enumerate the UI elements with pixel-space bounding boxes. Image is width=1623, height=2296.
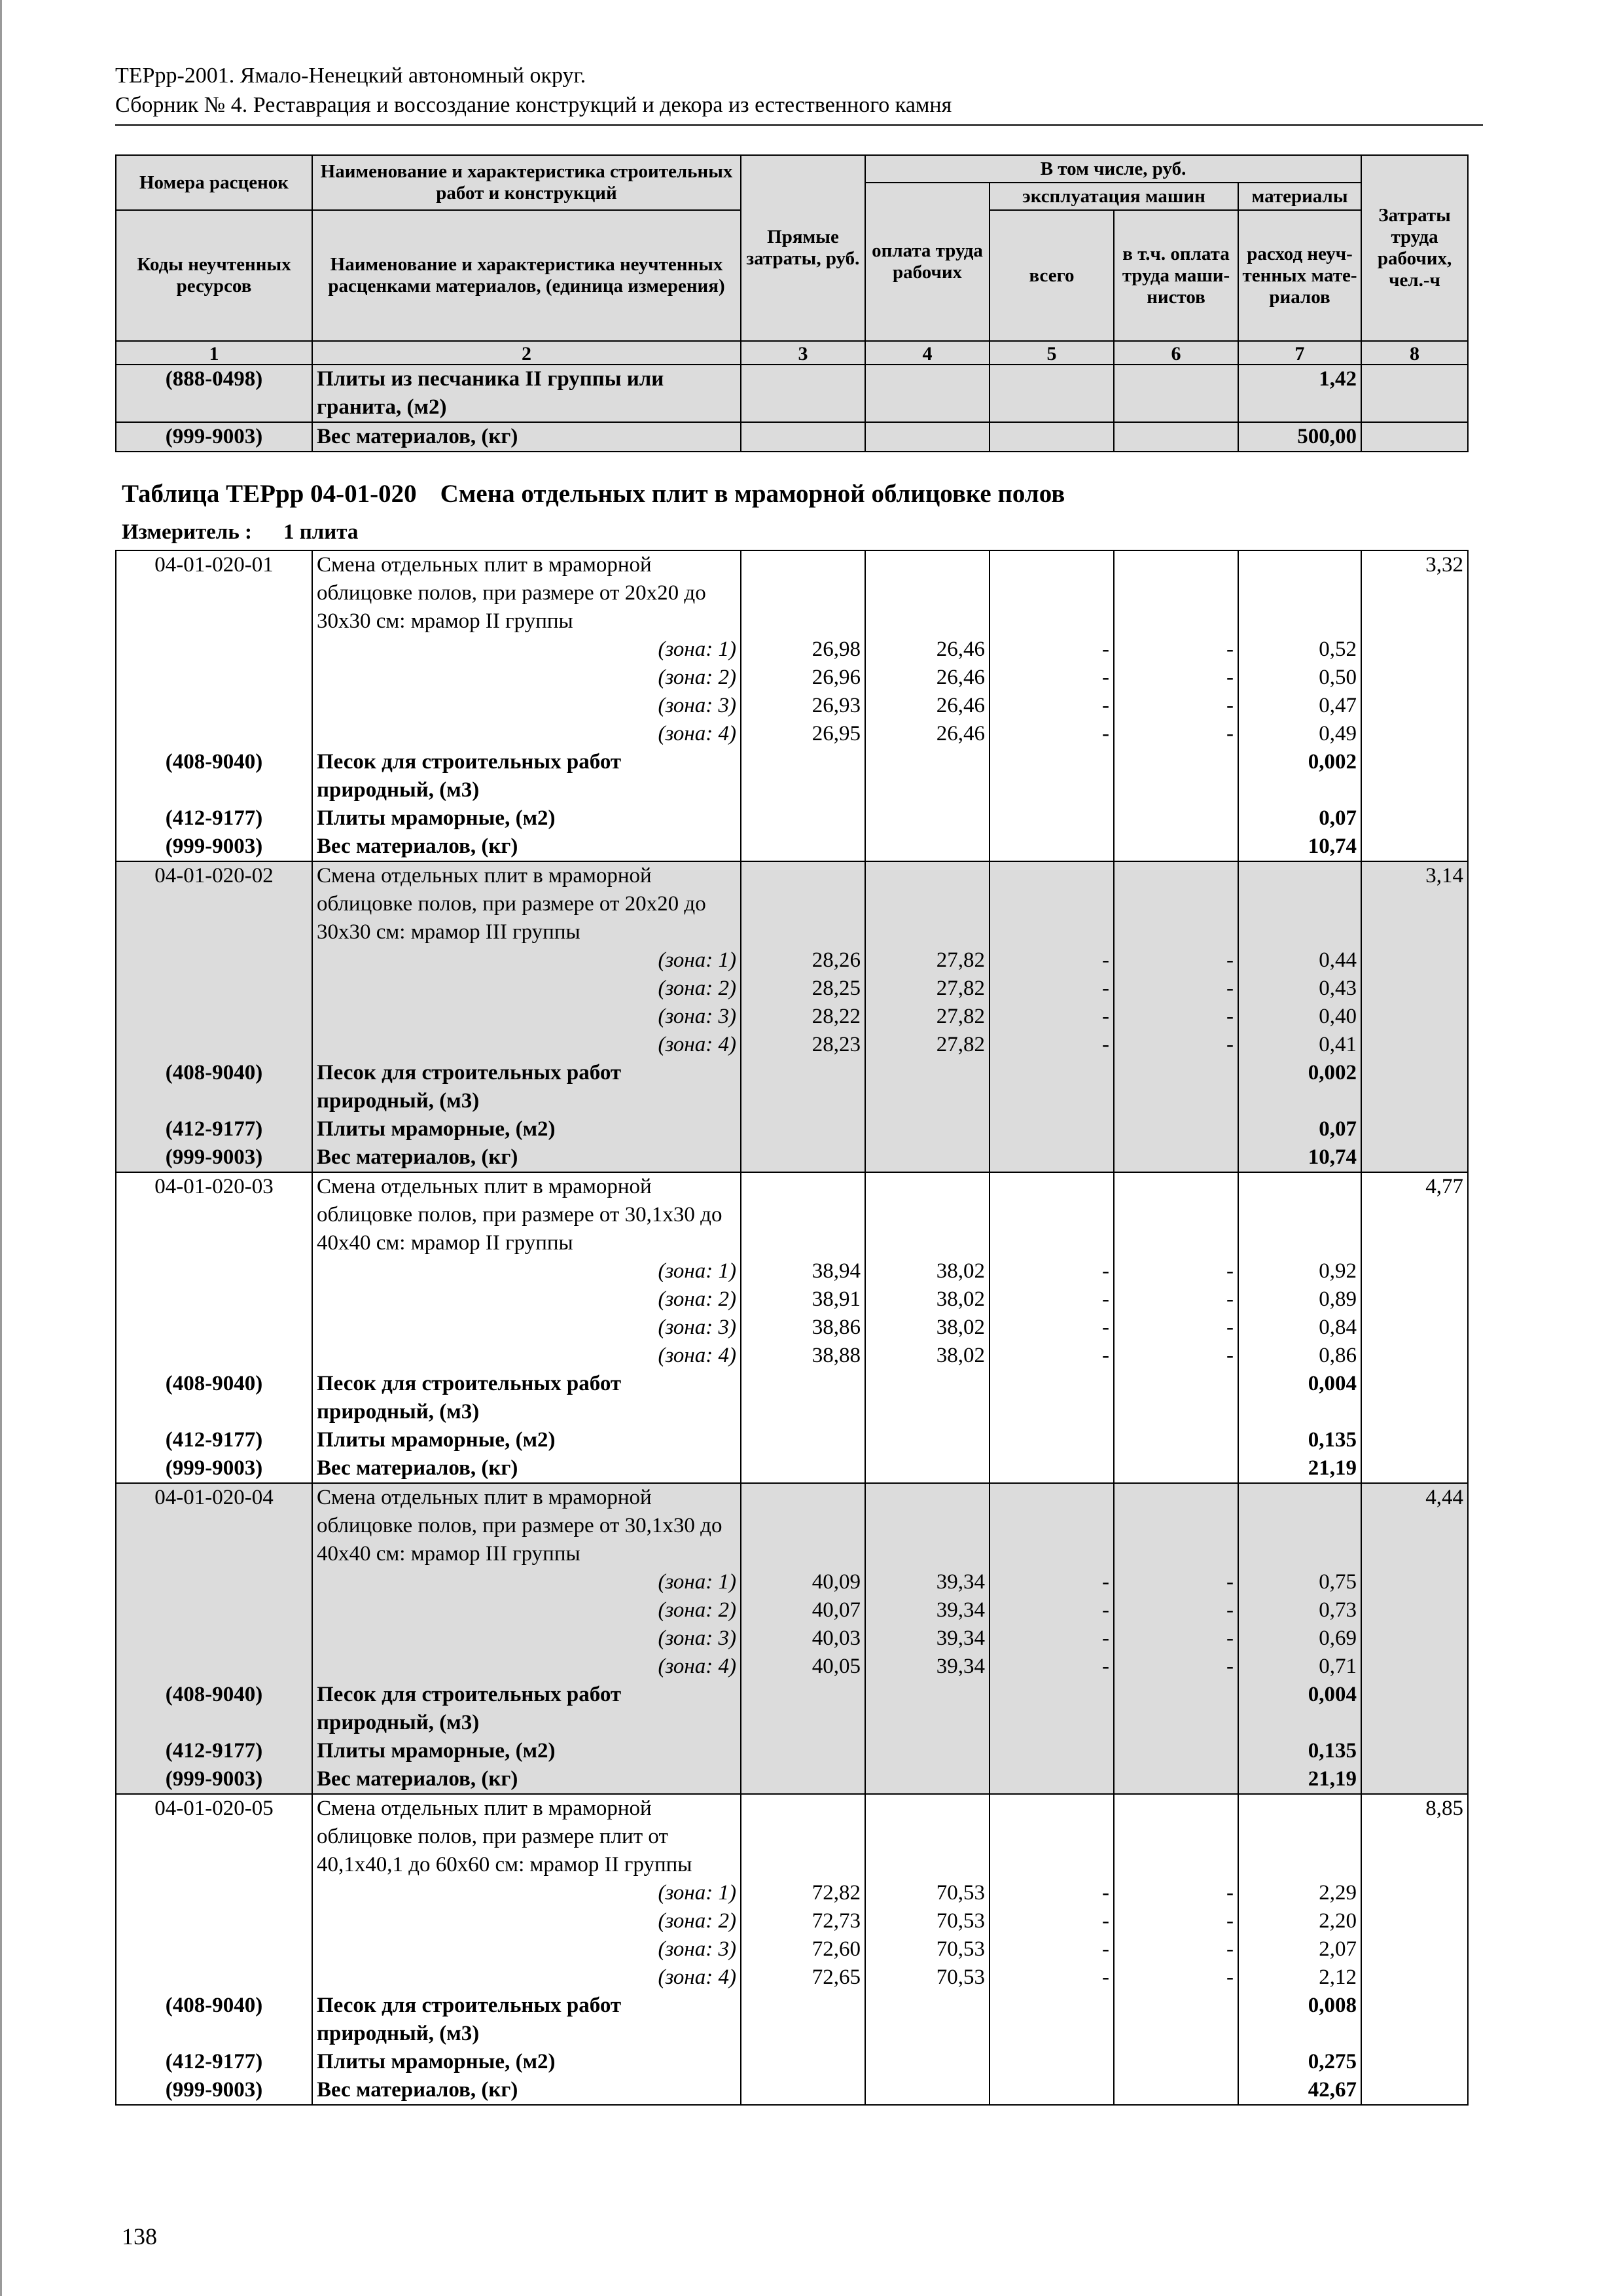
resource-name: Плиты из песчаника II группы или гранита, (м2) xyxy=(312,365,741,422)
zone-row xyxy=(116,1568,1468,1596)
worker-pay: 38,02 xyxy=(865,1314,990,1342)
worker-pay: 26,46 xyxy=(865,692,990,720)
zone-label: (зона: 4) xyxy=(312,1964,741,1992)
header-collection-title: ТЕРрр-2001. Ямало-Ненецкий автономный округ. xyxy=(115,63,586,88)
machinist-pay: - xyxy=(1114,1653,1238,1681)
resource-name: Песок для строительных работ природный, (м3) xyxy=(312,748,741,804)
zone-label: (зона: 1) xyxy=(312,636,741,664)
zone-row xyxy=(116,1879,1468,1907)
zone-label: (зона: 4) xyxy=(312,1342,741,1370)
worker-pay: 39,34 xyxy=(865,1653,990,1681)
direct-cost: 38,86 xyxy=(741,1314,865,1342)
worker-pay: 39,34 xyxy=(865,1624,990,1653)
material-cost: 0,47 xyxy=(1238,692,1361,720)
resource-value: 0,008 xyxy=(1238,1992,1361,2048)
zone-label: (зона: 3) xyxy=(312,1314,741,1342)
material-cost: 0,69 xyxy=(1238,1624,1361,1653)
resource-row xyxy=(116,748,1468,804)
resource-value: 21,19 xyxy=(1238,1454,1361,1483)
resource-code: (999-9003) xyxy=(116,1143,312,1172)
col-number: 5 xyxy=(990,341,1114,367)
machinist-pay: - xyxy=(1114,636,1238,664)
resource-row xyxy=(116,1426,1468,1454)
previous-table-continuation xyxy=(115,364,1469,452)
material-cost: 0,44 xyxy=(1238,946,1361,975)
resource-name: Песок для строительных работ природный, (м3) xyxy=(312,1992,741,2048)
resource-value: 0,275 xyxy=(1238,2048,1361,2076)
machines-total: - xyxy=(990,1285,1114,1314)
col-materials-header: материалы xyxy=(1238,183,1361,210)
material-cost: 0,40 xyxy=(1238,1003,1361,1031)
resource-row xyxy=(116,833,1468,861)
zone-label: (зона: 1) xyxy=(312,1568,741,1596)
resource-value: 10,74 xyxy=(1238,1143,1361,1172)
resource-row xyxy=(116,1059,1468,1115)
table-code: Таблица ТЕРрр 04-01-020 xyxy=(122,480,417,508)
worker-pay: 38,02 xyxy=(865,1257,990,1285)
measurer xyxy=(122,520,358,545)
material-cost: 0,86 xyxy=(1238,1342,1361,1370)
zone-row xyxy=(116,1624,1468,1653)
zone-row xyxy=(116,720,1468,748)
header-section-title: Сборник № 4. Реставрация и воссоздание конструкций и декора из естественного камня xyxy=(115,93,952,117)
col-machines-total-header: всего xyxy=(990,210,1114,341)
rate-description: Смена отдельных плит в мраморной облицовке полов, при размере от 20х20 до 30х30 см: мрамор II группы xyxy=(312,550,741,636)
resource-value: 1,42 xyxy=(1238,365,1361,422)
worker-pay: 27,82 xyxy=(865,975,990,1003)
rate-code: 04-01-020-02 xyxy=(116,861,312,946)
resource-name: Плиты мраморные, (м2) xyxy=(312,1115,741,1143)
worker-pay: 70,53 xyxy=(865,1964,990,1992)
direct-cost: 72,65 xyxy=(741,1964,865,1992)
material-cost: 2,12 xyxy=(1238,1964,1361,1992)
zone-label: (зона: 2) xyxy=(312,1907,741,1935)
resource-name: Вес материалов, (кг) xyxy=(312,1454,741,1483)
worker-pay: 27,82 xyxy=(865,946,990,975)
machinist-pay: - xyxy=(1114,975,1238,1003)
resource-value: 0,002 xyxy=(1238,748,1361,804)
resource-name: Вес материалов, (кг) xyxy=(312,2076,741,2105)
rate-row xyxy=(116,861,1468,946)
direct-cost: 72,73 xyxy=(741,1907,865,1935)
resource-value: 0,07 xyxy=(1238,804,1361,833)
zone-row xyxy=(116,1003,1468,1031)
material-cost: 0,52 xyxy=(1238,636,1361,664)
machines-total: - xyxy=(990,1596,1114,1624)
resource-code: (999-9003) xyxy=(116,2076,312,2105)
zone-label: (зона: 1) xyxy=(312,1257,741,1285)
machines-total: - xyxy=(990,1964,1114,1992)
header-rule xyxy=(115,124,1483,126)
zone-row xyxy=(116,975,1468,1003)
zone-label: (зона: 3) xyxy=(312,1624,741,1653)
resource-code: (999-9003) xyxy=(116,833,312,861)
zone-label: (зона: 4) xyxy=(312,720,741,748)
zone-row xyxy=(116,636,1468,664)
resource-row xyxy=(116,1992,1468,2048)
zone-row xyxy=(116,1935,1468,1964)
zone-row xyxy=(116,1596,1468,1624)
resource-code: (999-9003) xyxy=(116,1765,312,1794)
worker-pay: 26,46 xyxy=(865,664,990,692)
rate-row xyxy=(116,1172,1468,1257)
resource-code: (408-9040) xyxy=(116,1681,312,1737)
resource-name: Песок для строительных работ природный, (м3) xyxy=(312,1681,741,1737)
material-cost: 2,07 xyxy=(1238,1935,1361,1964)
machines-total: - xyxy=(990,664,1114,692)
resource-value: 0,004 xyxy=(1238,1681,1361,1737)
zone-row xyxy=(116,692,1468,720)
material-cost: 2,20 xyxy=(1238,1907,1361,1935)
direct-cost: 28,26 xyxy=(741,946,865,975)
machines-total: - xyxy=(990,1314,1114,1342)
rate-description: Смена отдельных плит в мраморной облицовке полов, при размере от 30,1х30 до 40х40 см: мрамор III группы xyxy=(312,1483,741,1568)
resource-name: Вес материалов, (кг) xyxy=(312,422,741,452)
machines-total: - xyxy=(990,1907,1114,1935)
direct-cost: 26,96 xyxy=(741,664,865,692)
zone-row xyxy=(116,1907,1468,1935)
machinist-pay: - xyxy=(1114,1624,1238,1653)
worker-pay: 26,46 xyxy=(865,636,990,664)
direct-cost: 28,25 xyxy=(741,975,865,1003)
zone-label: (зона: 4) xyxy=(312,1031,741,1059)
table-name: Смена отдельных плит в мраморной облицовке полов xyxy=(440,480,1065,508)
resource-code: (888-0498) xyxy=(116,365,312,422)
rate-row xyxy=(116,1483,1468,1568)
zone-row xyxy=(116,1653,1468,1681)
machinist-pay: - xyxy=(1114,1964,1238,1992)
zone-label: (зона: 2) xyxy=(312,975,741,1003)
machines-total: - xyxy=(990,1031,1114,1059)
worker-pay: 27,82 xyxy=(865,1003,990,1031)
resource-code: (412-9177) xyxy=(116,1737,312,1765)
rate-code: 04-01-020-03 xyxy=(116,1172,312,1257)
worker-pay: 38,02 xyxy=(865,1285,990,1314)
rates-table xyxy=(115,550,1469,2106)
labor-cost: 4,77 xyxy=(1361,1172,1468,1257)
machinist-pay: - xyxy=(1114,1879,1238,1907)
material-cost: 0,41 xyxy=(1238,1031,1361,1059)
direct-cost: 38,91 xyxy=(741,1285,865,1314)
resource-row xyxy=(116,804,1468,833)
col-material-consumption-header: расход неуч-тенных мате-риалов xyxy=(1238,210,1361,341)
direct-cost: 26,98 xyxy=(741,636,865,664)
resource-row xyxy=(116,1115,1468,1143)
resource-value: 10,74 xyxy=(1238,833,1361,861)
direct-cost: 28,23 xyxy=(741,1031,865,1059)
machinist-pay: - xyxy=(1114,1935,1238,1964)
machinist-pay: - xyxy=(1114,1031,1238,1059)
zone-row xyxy=(116,1314,1468,1342)
zone-label: (зона: 2) xyxy=(312,664,741,692)
col-machines-header: эксплуатация машин xyxy=(990,183,1238,210)
zone-row xyxy=(116,1964,1468,1992)
resource-row xyxy=(116,1737,1468,1765)
resource-code: (408-9040) xyxy=(116,1370,312,1426)
direct-cost: 72,60 xyxy=(741,1935,865,1964)
resource-code: (412-9177) xyxy=(116,1426,312,1454)
direct-cost: 28,22 xyxy=(741,1003,865,1031)
col-labor-header: Затраты труда рабочих, чел.-ч xyxy=(1361,155,1468,341)
material-cost: 0,84 xyxy=(1238,1314,1361,1342)
col-resource-code-header: Коды неучтенных ресурсов xyxy=(116,210,312,341)
machines-total: - xyxy=(990,946,1114,975)
col-number: 4 xyxy=(865,341,990,367)
zone-row xyxy=(116,1342,1468,1370)
machinist-pay: - xyxy=(1114,664,1238,692)
machinist-pay: - xyxy=(1114,1314,1238,1342)
col-machinist-pay-header: в т.ч. оплата труда маши-нистов xyxy=(1114,210,1238,341)
machinist-pay: - xyxy=(1114,1257,1238,1285)
resource-value: 0,07 xyxy=(1238,1115,1361,1143)
direct-cost: 40,07 xyxy=(741,1596,865,1624)
worker-pay: 26,46 xyxy=(865,720,990,748)
resource-name: Вес материалов, (кг) xyxy=(312,1765,741,1794)
resource-code: (412-9177) xyxy=(116,1115,312,1143)
measurer-value: 1 плита xyxy=(283,520,359,544)
zone-row xyxy=(116,1285,1468,1314)
zone-row xyxy=(116,1257,1468,1285)
resource-value: 0,135 xyxy=(1238,1737,1361,1765)
labor-cost: 4,44 xyxy=(1361,1483,1468,1568)
direct-cost: 38,88 xyxy=(741,1342,865,1370)
zone-label: (зона: 3) xyxy=(312,1003,741,1031)
labor-cost: 3,32 xyxy=(1361,550,1468,636)
machines-total: - xyxy=(990,1935,1114,1964)
column-header-table xyxy=(115,154,1469,368)
worker-pay: 27,82 xyxy=(865,1031,990,1059)
resource-row xyxy=(116,2048,1468,2076)
machinist-pay: - xyxy=(1114,1568,1238,1596)
material-cost: 0,89 xyxy=(1238,1285,1361,1314)
resource-row xyxy=(116,1143,1468,1172)
col-number: 6 xyxy=(1114,341,1238,367)
worker-pay: 70,53 xyxy=(865,1935,990,1964)
resource-row xyxy=(116,1765,1468,1794)
direct-cost: 38,94 xyxy=(741,1257,865,1285)
zone-label: (зона: 2) xyxy=(312,1596,741,1624)
labor-cost: 3,14 xyxy=(1361,861,1468,946)
zone-label: (зона: 3) xyxy=(312,1935,741,1964)
zone-label: (зона: 4) xyxy=(312,1653,741,1681)
direct-cost: 26,93 xyxy=(741,692,865,720)
machinist-pay: - xyxy=(1114,1342,1238,1370)
resource-row xyxy=(116,1681,1468,1737)
resource-name: Песок для строительных работ природный, (м3) xyxy=(312,1059,741,1115)
col-work-name-header: Наименование и характеристика строительных работ и конструкций xyxy=(312,155,741,210)
machinist-pay: - xyxy=(1114,720,1238,748)
zone-label: (зона: 3) xyxy=(312,692,741,720)
resource-code: (408-9040) xyxy=(116,748,312,804)
page-edge xyxy=(0,0,2,2296)
machinist-pay: - xyxy=(1114,1285,1238,1314)
machines-total: - xyxy=(990,636,1114,664)
zone-label: (зона: 2) xyxy=(312,1285,741,1314)
direct-cost: 72,82 xyxy=(741,1879,865,1907)
machines-total: - xyxy=(990,1624,1114,1653)
resource-value: 0,135 xyxy=(1238,1426,1361,1454)
rate-description: Смена отдельных плит в мраморной облицовке полов, при размере от 20х20 до 30х30 см: мрамор III группы xyxy=(312,861,741,946)
col-direct-cost-header: Прямые затраты, руб. xyxy=(741,155,865,341)
machinist-pay: - xyxy=(1114,946,1238,975)
zone-label: (зона: 1) xyxy=(312,946,741,975)
material-cost: 0,73 xyxy=(1238,1596,1361,1624)
resource-row xyxy=(116,1454,1468,1483)
rate-row xyxy=(116,1794,1468,1879)
material-cost: 0,92 xyxy=(1238,1257,1361,1285)
page-number: 138 xyxy=(122,2223,157,2250)
labor-cost: 8,85 xyxy=(1361,1794,1468,1879)
material-cost: 0,50 xyxy=(1238,664,1361,692)
resource-value: 42,67 xyxy=(1238,2076,1361,2105)
rate-code: 04-01-020-04 xyxy=(116,1483,312,1568)
zone-label: (зона: 1) xyxy=(312,1879,741,1907)
direct-cost: 40,03 xyxy=(741,1624,865,1653)
material-cost: 0,71 xyxy=(1238,1653,1361,1681)
resource-name: Плиты мраморные, (м2) xyxy=(312,2048,741,2076)
resource-code: (412-9177) xyxy=(116,804,312,833)
resource-name: Плиты мраморные, (м2) xyxy=(312,804,741,833)
machines-total: - xyxy=(990,1257,1114,1285)
machinist-pay: - xyxy=(1114,1907,1238,1935)
col-number: 3 xyxy=(741,341,865,367)
col-group-header: В том числе, руб. xyxy=(865,155,1361,183)
resource-code: (999-9003) xyxy=(116,1454,312,1483)
resource-name: Вес материалов, (кг) xyxy=(312,1143,741,1172)
col-rate-number-header: Номера расценок xyxy=(116,155,312,210)
col-number: 1 xyxy=(116,341,312,367)
machines-total: - xyxy=(990,692,1114,720)
machines-total: - xyxy=(990,1003,1114,1031)
col-number: 7 xyxy=(1238,341,1361,367)
worker-pay: 39,34 xyxy=(865,1568,990,1596)
measurer-label: Измеритель : xyxy=(122,520,253,544)
resource-name: Плиты мраморные, (м2) xyxy=(312,1737,741,1765)
resource-name: Вес материалов, (кг) xyxy=(312,833,741,861)
machinist-pay: - xyxy=(1114,692,1238,720)
material-cost: 0,43 xyxy=(1238,975,1361,1003)
resource-value: 21,19 xyxy=(1238,1765,1361,1794)
machines-total: - xyxy=(990,720,1114,748)
col-number: 8 xyxy=(1361,341,1468,367)
resource-value: 500,00 xyxy=(1238,422,1361,452)
material-cost: 2,29 xyxy=(1238,1879,1361,1907)
material-cost: 0,75 xyxy=(1238,1568,1361,1596)
zone-row xyxy=(116,664,1468,692)
resource-code: (999-9003) xyxy=(116,422,312,452)
resource-name: Песок для строительных работ природный, (м3) xyxy=(312,1370,741,1426)
zone-row xyxy=(116,946,1468,975)
direct-cost: 40,05 xyxy=(741,1653,865,1681)
resource-code: (408-9040) xyxy=(116,1059,312,1115)
worker-pay: 70,53 xyxy=(865,1879,990,1907)
resource-row xyxy=(116,1370,1468,1426)
resource-code: (412-9177) xyxy=(116,2048,312,2076)
rate-description: Смена отдельных плит в мраморной облицовке полов, при размере от 30,1х30 до 40х40 см: мрамор II группы xyxy=(312,1172,741,1257)
resource-value: 0,004 xyxy=(1238,1370,1361,1426)
rate-code: 04-01-020-01 xyxy=(116,550,312,636)
col-material-name-header: Наименование и характеристика неучтенных расценками материалов, (единица измерения) xyxy=(312,210,741,341)
worker-pay: 39,34 xyxy=(865,1596,990,1624)
machines-total: - xyxy=(990,1653,1114,1681)
machinist-pay: - xyxy=(1114,1596,1238,1624)
machines-total: - xyxy=(990,1879,1114,1907)
rate-description: Смена отдельных плит в мраморной облицовке полов, при размере плит от 40,1х40,1 до 60х60 см: мрамор II группы xyxy=(312,1794,741,1879)
machines-total: - xyxy=(990,1568,1114,1596)
worker-pay: 38,02 xyxy=(865,1342,990,1370)
col-number: 2 xyxy=(312,341,741,367)
machines-total: - xyxy=(990,1342,1114,1370)
zone-row xyxy=(116,1031,1468,1059)
resource-value: 0,002 xyxy=(1238,1059,1361,1115)
resource-row xyxy=(116,2076,1468,2105)
table-title xyxy=(122,479,1065,509)
resource-name: Плиты мраморные, (м2) xyxy=(312,1426,741,1454)
machinist-pay: - xyxy=(1114,1003,1238,1031)
rate-code: 04-01-020-05 xyxy=(116,1794,312,1879)
resource-code: (408-9040) xyxy=(116,1992,312,2048)
direct-cost: 26,95 xyxy=(741,720,865,748)
machines-total: - xyxy=(990,975,1114,1003)
direct-cost: 40,09 xyxy=(741,1568,865,1596)
material-cost: 0,49 xyxy=(1238,720,1361,748)
worker-pay: 70,53 xyxy=(865,1907,990,1935)
col-worker-pay-header: оплата труда рабочих xyxy=(865,183,990,341)
rate-row xyxy=(116,550,1468,636)
